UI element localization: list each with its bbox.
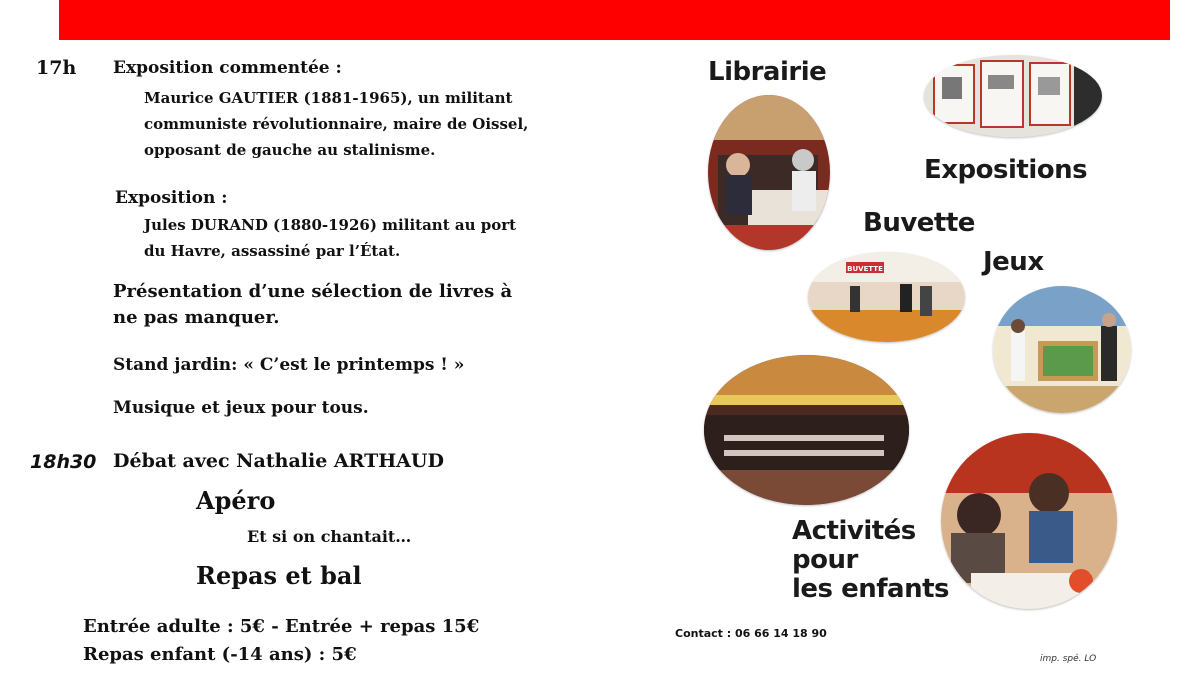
price-line: Repas enfant (-14 ans) : 5€ xyxy=(83,644,357,665)
apero-title: Apéro xyxy=(196,486,276,515)
time-18h30: 18h30 xyxy=(30,451,97,473)
expositions-label: Expositions xyxy=(924,155,1088,185)
enfants-label xyxy=(792,517,949,604)
expositions-photo xyxy=(924,55,1102,137)
expo2-line: Jules DURAND (1880-1926) militant au port xyxy=(144,216,517,234)
buvette-sign: BUVETTE xyxy=(847,265,883,273)
expo1-line: Maurice GAUTIER (1881-1965), un militant xyxy=(144,89,513,107)
expo1-line: opposant de gauche au stalinisme. xyxy=(144,141,436,159)
presentation-text xyxy=(113,279,512,331)
jeux-photo xyxy=(993,286,1131,413)
debate-title: Débat avec Nathalie ARTHAUD xyxy=(113,450,444,472)
enfants-line: Activités xyxy=(792,516,916,546)
librairie-label: Librairie xyxy=(708,57,827,87)
buvette-photo xyxy=(808,252,965,342)
music-games: Musique et jeux pour tous. xyxy=(113,398,369,418)
top-red-banner xyxy=(59,0,1170,40)
enfants-photo xyxy=(941,433,1117,609)
expo1-line: communiste révolutionnaire, maire de Oissel, xyxy=(144,115,529,133)
expo2-line: du Havre, assassiné par l’État. xyxy=(144,242,401,260)
jeux-label: Jeux xyxy=(983,247,1044,277)
prices xyxy=(83,613,479,669)
expo2-description xyxy=(144,212,516,264)
presentation-line: Présentation d’une sélection de livres à xyxy=(113,281,513,302)
presentation-line: ne pas manquer. xyxy=(113,307,280,328)
buvette-label: Buvette xyxy=(863,208,975,238)
chanter-text: Et si on chantait… xyxy=(247,527,412,546)
salle-photo xyxy=(704,355,909,505)
repas-bal-title: Repas et bal xyxy=(196,561,362,590)
contact-phone: Contact : 06 66 14 18 90 xyxy=(675,627,827,640)
time-17h: 17h xyxy=(36,57,77,79)
enfants-line: les enfants xyxy=(792,574,949,604)
stand-jardin: Stand jardin: « C’est le printemps ! » xyxy=(113,355,465,375)
librairie-photo xyxy=(708,95,830,250)
expo1-description xyxy=(144,85,528,163)
expo2-title: Exposition : xyxy=(115,188,228,208)
imprint-text: imp. spé. LO xyxy=(1040,654,1097,664)
price-line: Entrée adulte : 5€ - Entrée + repas 15€ xyxy=(83,616,480,637)
expo1-title: Exposition commentée : xyxy=(113,58,342,78)
enfants-line: pour xyxy=(792,545,858,575)
